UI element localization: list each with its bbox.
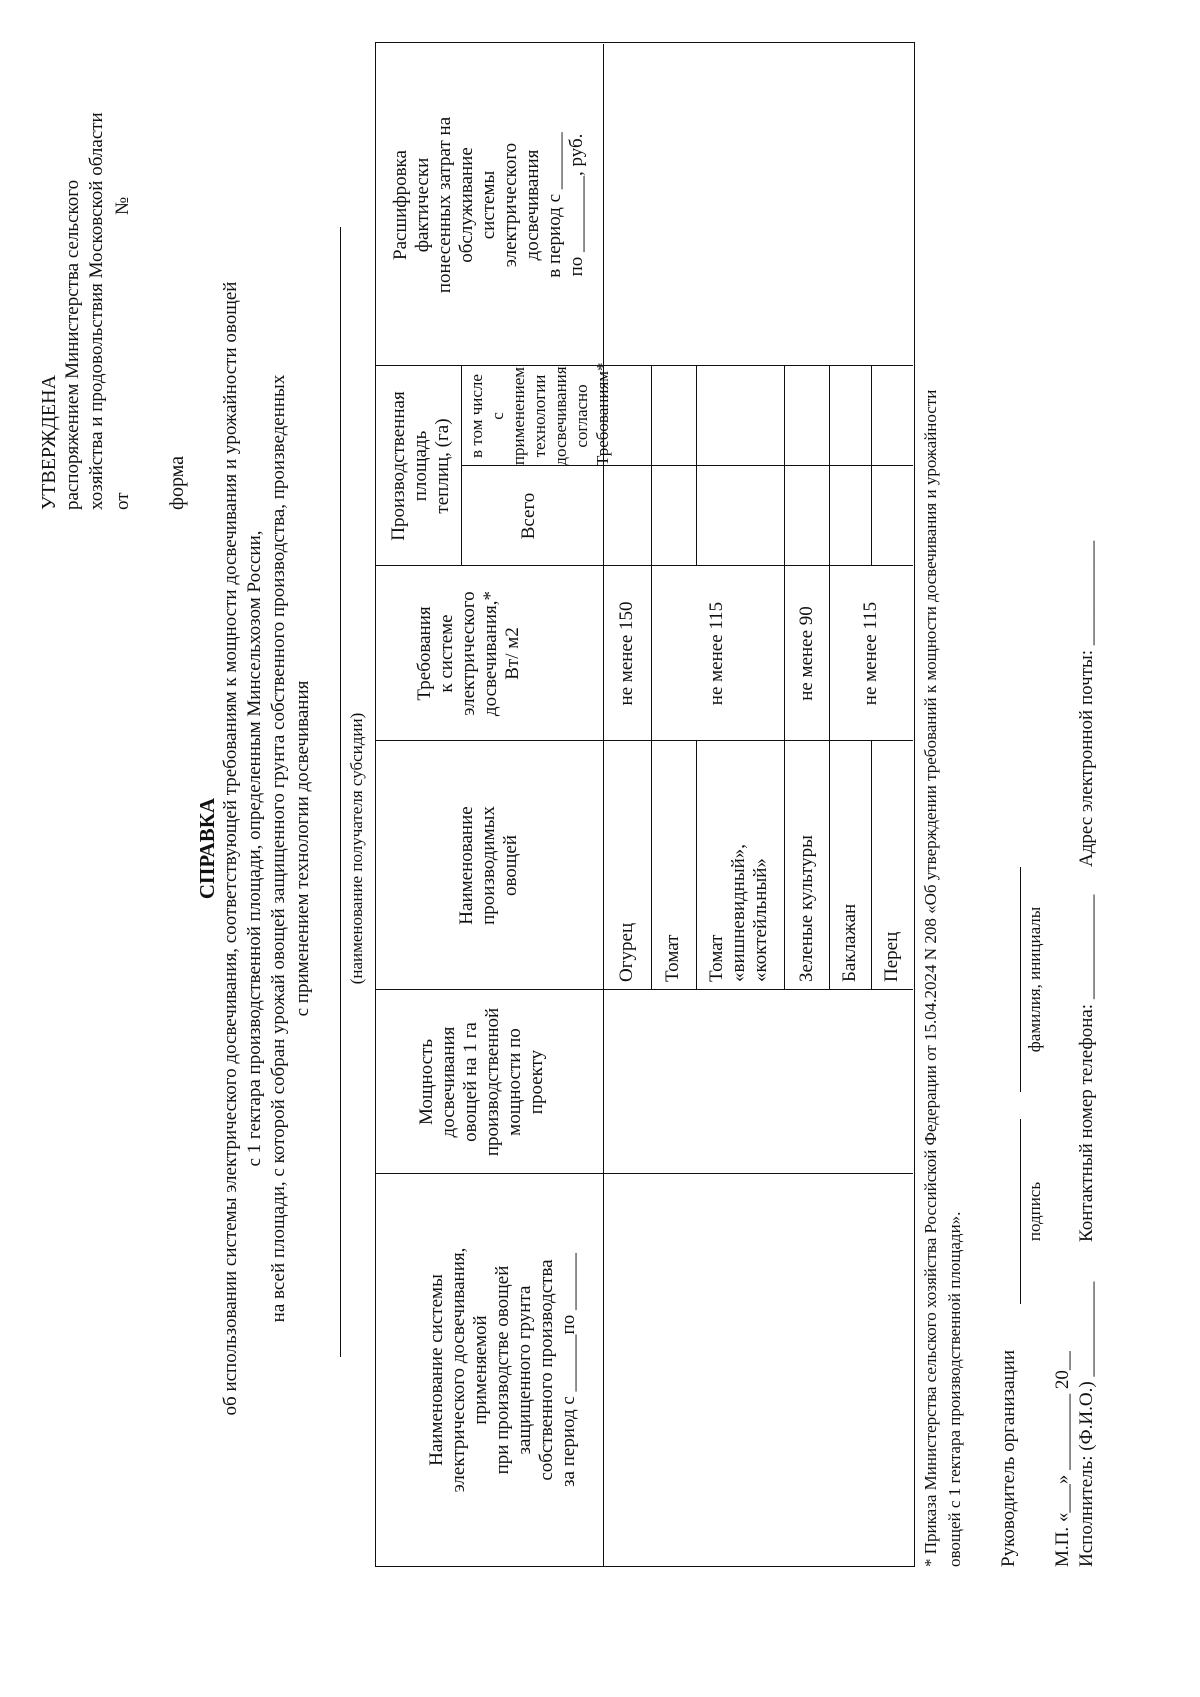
approval-title: УТВЕРЖДЕНА [38,374,60,510]
row-tomato-requirement: не менее 115 [706,601,727,706]
row-eggplant-name: Баклажан [839,903,860,982]
head-label: Руководитель организации [998,1349,1019,1567]
phone-label: Контактный номер телефона: ___________ [1076,894,1097,1242]
doc-title: СПРАВКА [195,797,219,900]
approval-from-label: от [112,492,133,510]
row-cucumber-requirement: не менее 150 [616,601,637,706]
name-line [1020,867,1021,1092]
header-area-total: Всего [518,492,539,540]
executor-label: Исполнитель: (Ф.И.О.) __________ [1076,1281,1097,1567]
row-cherry-tomato-name: Томат «вишневидный», «коктейльный» [706,843,771,982]
recipient-name-line [340,227,341,1357]
signature-caption: подпись [1025,1181,1044,1242]
recipient-caption: (наименование получателя субсидии) [347,712,366,985]
name-caption: фамилия, инициалы [1025,906,1044,1053]
header-lighting-power: Мощность досвечивания овощей на 1 га производственной мощности по проекту [416,1007,547,1157]
header-lighting-system: Наименование системы электрического досвечивания, применяемой при производстве овощей защищенного грунта собственного производства за период с ______по ______ [426,1247,579,1493]
header-greenhouse-area: Производственная площадь теплиц, (га) [388,391,453,541]
signature-line [1020,1119,1021,1304]
footnote-line-2: овощей с 1 гектара производственной площади». [945,1211,964,1567]
row-pepper-name: Перец [881,931,902,982]
approval-line-2: хозяйства и продовольствия Московской области [86,112,107,510]
form-label: форма [166,455,188,510]
subsidy-table [375,42,915,1567]
subtitle-line-3: на всей площади, с которой собран урожай овощей защищенного грунта собственного производства, произведенных [268,374,289,1323]
row-cucumber-name: Огурец [616,922,637,982]
mp-label: М.П. «___» ________ 20__ [1052,1351,1073,1567]
header-actual-costs: Расшифровка фактически понесенных затрат на обслуживание системы электрического досвечивания в период с ______ по ________, руб. [390,116,587,294]
row-greens-name: Зеленые культуры [796,835,817,982]
header-requirements: Требования к системе электрического досвечивания,* Вт/ м2 [414,590,523,717]
row-greens-requirement: не менее 90 [796,606,817,701]
row-tomato-name: Томат [662,934,683,982]
approval-line-1: распоряжением Министерства сельского [62,179,83,510]
subtitle-line-1: об использовании системы электрического досвечивания, соответствующей требованиям к мощности досвечивания и урожайности овощей [220,281,241,1416]
row-eggplant-pepper-requirement: не менее 115 [860,601,881,706]
subtitle-line-4: с применением технологии досвечивания [292,680,313,1017]
header-vegetable-name: Наименование производимых овощей [456,806,521,925]
email-label: Адрес электронной почты: ___________ [1076,540,1097,867]
approval-number-label: № [112,196,133,215]
footnote-line-1: * Приказа Министерства сельского хозяйства Российской Федерации от 15.04.2024 N 208 «Об утверждении требований к мощности досвечивания и урожайности [921,389,940,1567]
header-area-lighting: в том числе с применением технологии досвечивания согласно Требованиям* [467,362,612,466]
subtitle-line-2: с 1 гектара производственной площади, определенным Минсельхозом России, [244,530,265,1167]
